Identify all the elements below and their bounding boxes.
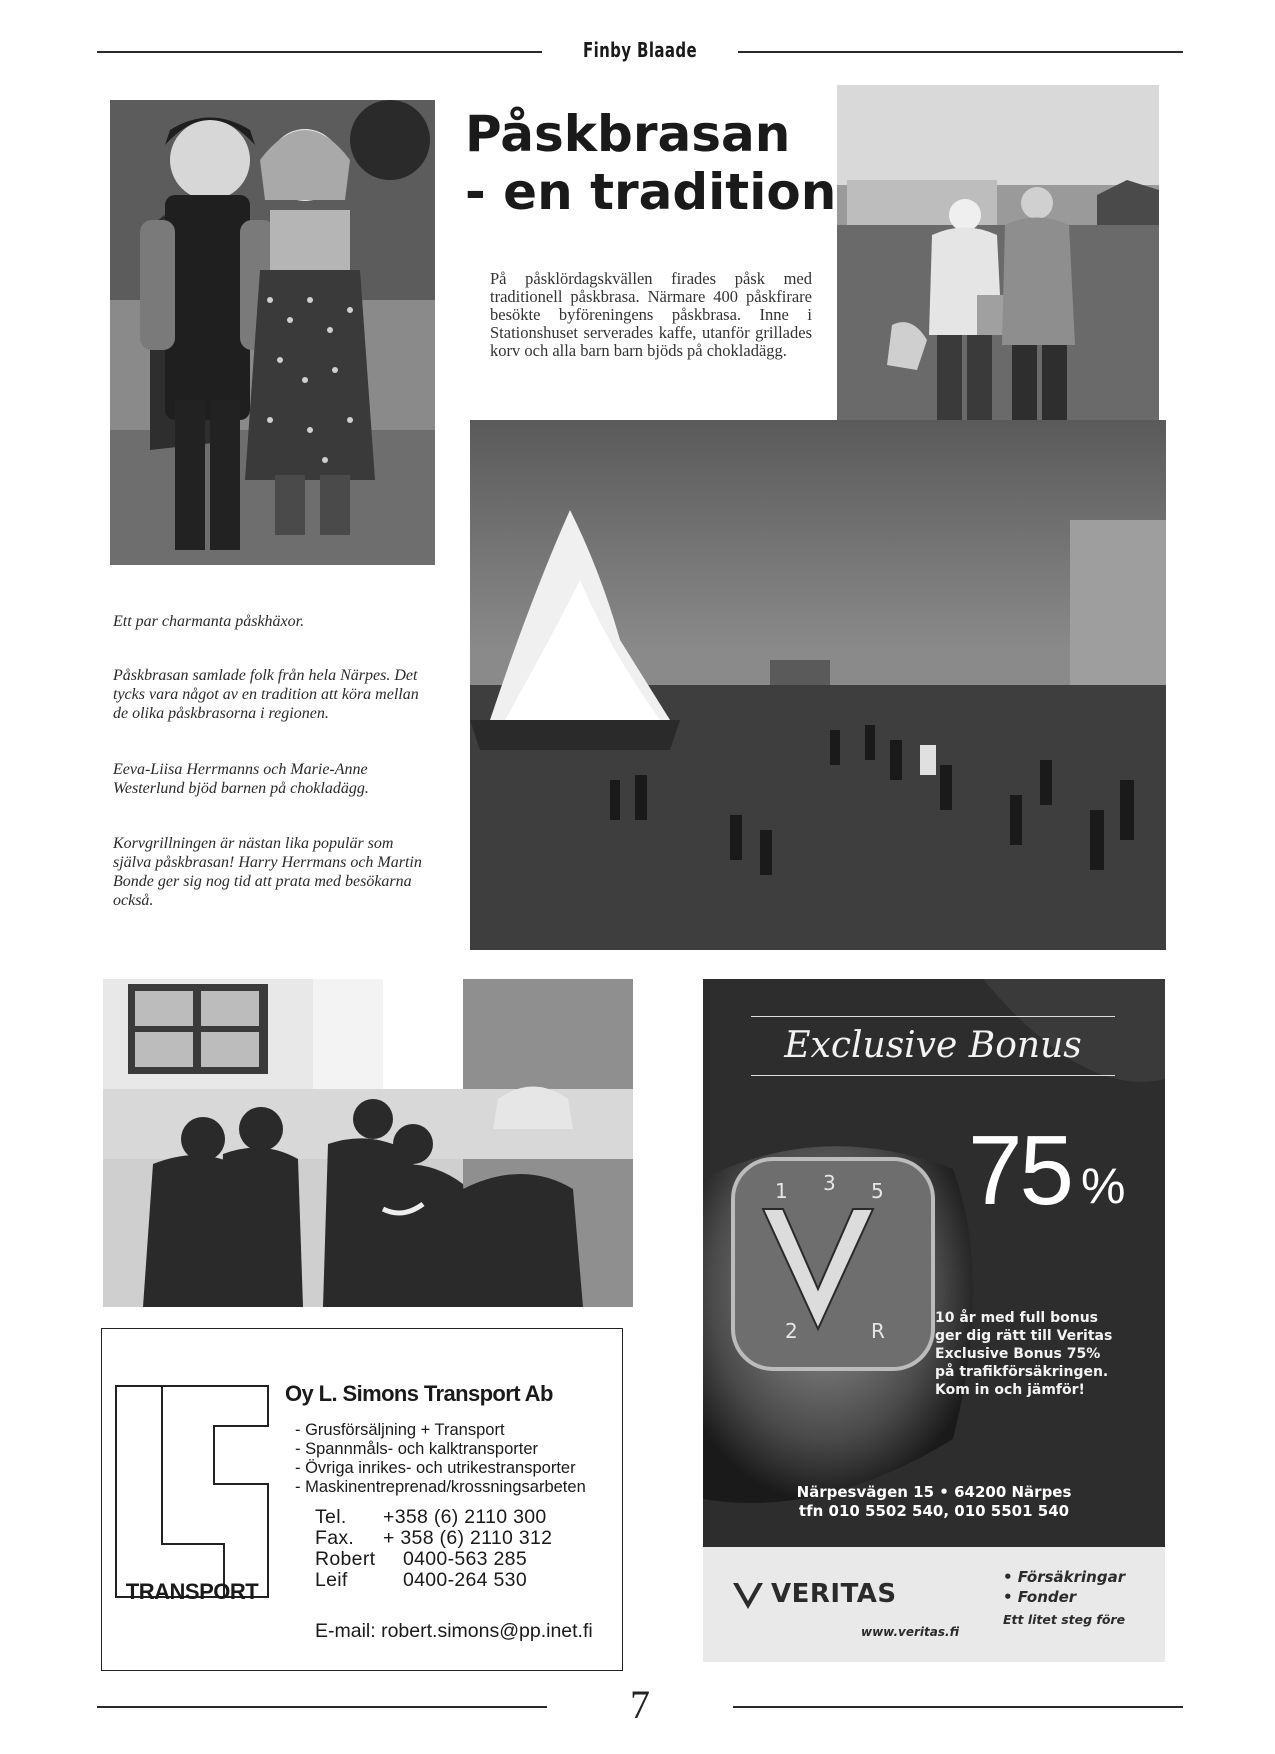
header-rule-right	[738, 51, 1183, 53]
service-item: - Övriga inrikes- och utrikestransporter	[295, 1459, 576, 1477]
badge-digit: 3	[823, 1171, 836, 1195]
caption-sausage-grill: Korvgrillningen är nästan lika populär som själva påskbrasan! Harry Herrmans och Martin Bonde ger sig nog tid att prata med besökarna också.	[113, 835, 422, 909]
photo-easter-bonfire	[470, 420, 1166, 950]
veritas-percent-number: 75	[968, 1115, 1072, 1225]
bonus-line: ger dig rätt till Veritas	[935, 1328, 1113, 1344]
bonus-line: på trafikförsäkringen.	[935, 1364, 1109, 1380]
veritas-bullet: • Fonder	[1003, 1588, 1077, 1606]
caption-bonfire: Påskbrasan samlade folk från hela Närpes. Det tycks vara något av en tradition att köra mellan de olika påskbrasorna i regionen.	[113, 667, 419, 722]
footer-rule-left	[97, 1706, 547, 1708]
article-intro: På påsklördagskvällen firades påsk med traditionell påskbrasa. Närmare 400 påskfirare besökte byföreningens påskbrasa. Inne i Stationshuset serverades kaffe, utanför grillades korv och alla barn barn bjöds på chokladägg.	[490, 269, 812, 360]
transport-services-list	[295, 1421, 586, 1497]
headline-line-1: Påskbrasan	[465, 105, 791, 163]
footer-rule-right	[733, 1706, 1183, 1708]
bonus-line: Kom in och jämför!	[935, 1382, 1085, 1398]
veritas-tagline: Ett litet steg före	[1003, 1612, 1126, 1627]
veritas-footer	[703, 1547, 1165, 1662]
veritas-banner: Exclusive Bonus	[751, 1016, 1115, 1076]
veritas-offerings	[1003, 1567, 1125, 1630]
service-item: - Maskinentreprenad/krossningsarbeten	[295, 1478, 586, 1496]
transport-ad	[101, 1328, 623, 1671]
photo-sausage-grill	[103, 979, 633, 1307]
veritas-logo-icon	[731, 1581, 765, 1611]
badge-digit: R	[871, 1319, 885, 1343]
contact-value: + 358 (6) 2110 312	[383, 1527, 553, 1549]
veritas-bullet: • Försäkringar	[1003, 1568, 1126, 1586]
veritas-brand: VERITAS	[771, 1579, 897, 1609]
photo-easter-witches	[110, 100, 435, 565]
publication-title: Finby Blaade	[582, 38, 698, 62]
service-item: - Spannmåls- och kalktransporter	[295, 1440, 539, 1458]
badge-digit: 5	[871, 1179, 884, 1203]
contact-value: 0400-563 285	[403, 1548, 527, 1570]
ls-logo-icon	[114, 1384, 270, 1599]
veritas-address	[703, 1483, 1165, 1521]
veritas-street: Närpesvägen 15 • 64200 Närpes	[796, 1483, 1072, 1501]
transport-contacts	[315, 1507, 552, 1591]
badge-digit: 2	[785, 1319, 798, 1343]
veritas-percent-sign: %	[1081, 1158, 1126, 1214]
transport-email: E-mail: robert.simons@pp.inet.fi	[315, 1620, 593, 1642]
contact-label: Robert	[315, 1548, 376, 1570]
contact-label: Tel.	[315, 1506, 347, 1528]
veritas-ad	[703, 979, 1165, 1662]
caption-witches: Ett par charmanta påskhäxor.	[113, 613, 305, 630]
veritas-phone: tfn 010 5502 540, 010 5501 540	[798, 1502, 1070, 1520]
contact-row-leif	[315, 1570, 552, 1591]
contact-label: Leif	[315, 1569, 348, 1591]
caption-chocolate-eggs: Eeva-Liisa Herrmanns och Marie-Anne Westerlund bjöd barnen på chokladägg.	[113, 761, 369, 797]
bonus-line: Exclusive Bonus 75%	[935, 1346, 1101, 1362]
contact-row-fax	[315, 1528, 552, 1549]
headline-line-2: - en tradition	[465, 163, 837, 221]
veritas-bonus-text	[935, 1309, 1150, 1399]
service-item: - Grusförsäljning + Transport	[295, 1421, 505, 1439]
contact-label: Fax.	[315, 1527, 355, 1549]
contact-row-phone	[315, 1507, 552, 1528]
page-number: 7	[630, 1682, 650, 1727]
photo-women-with-baskets	[837, 85, 1159, 477]
header-rule-left	[97, 51, 542, 53]
contact-value: +358 (6) 2110 300	[383, 1506, 547, 1528]
contact-value: 0400-264 530	[403, 1569, 527, 1591]
veritas-url: www.veritas.fi	[861, 1625, 960, 1639]
transport-company-name: Oy L. Simons Transport Ab	[285, 1381, 553, 1406]
bonus-line: 10 år med full bonus	[935, 1310, 1098, 1326]
badge-digit: 1	[775, 1179, 788, 1203]
headline	[465, 105, 845, 221]
contact-row-robert	[315, 1549, 552, 1570]
transport-logo-word: TRANSPORT	[125, 1579, 259, 1604]
